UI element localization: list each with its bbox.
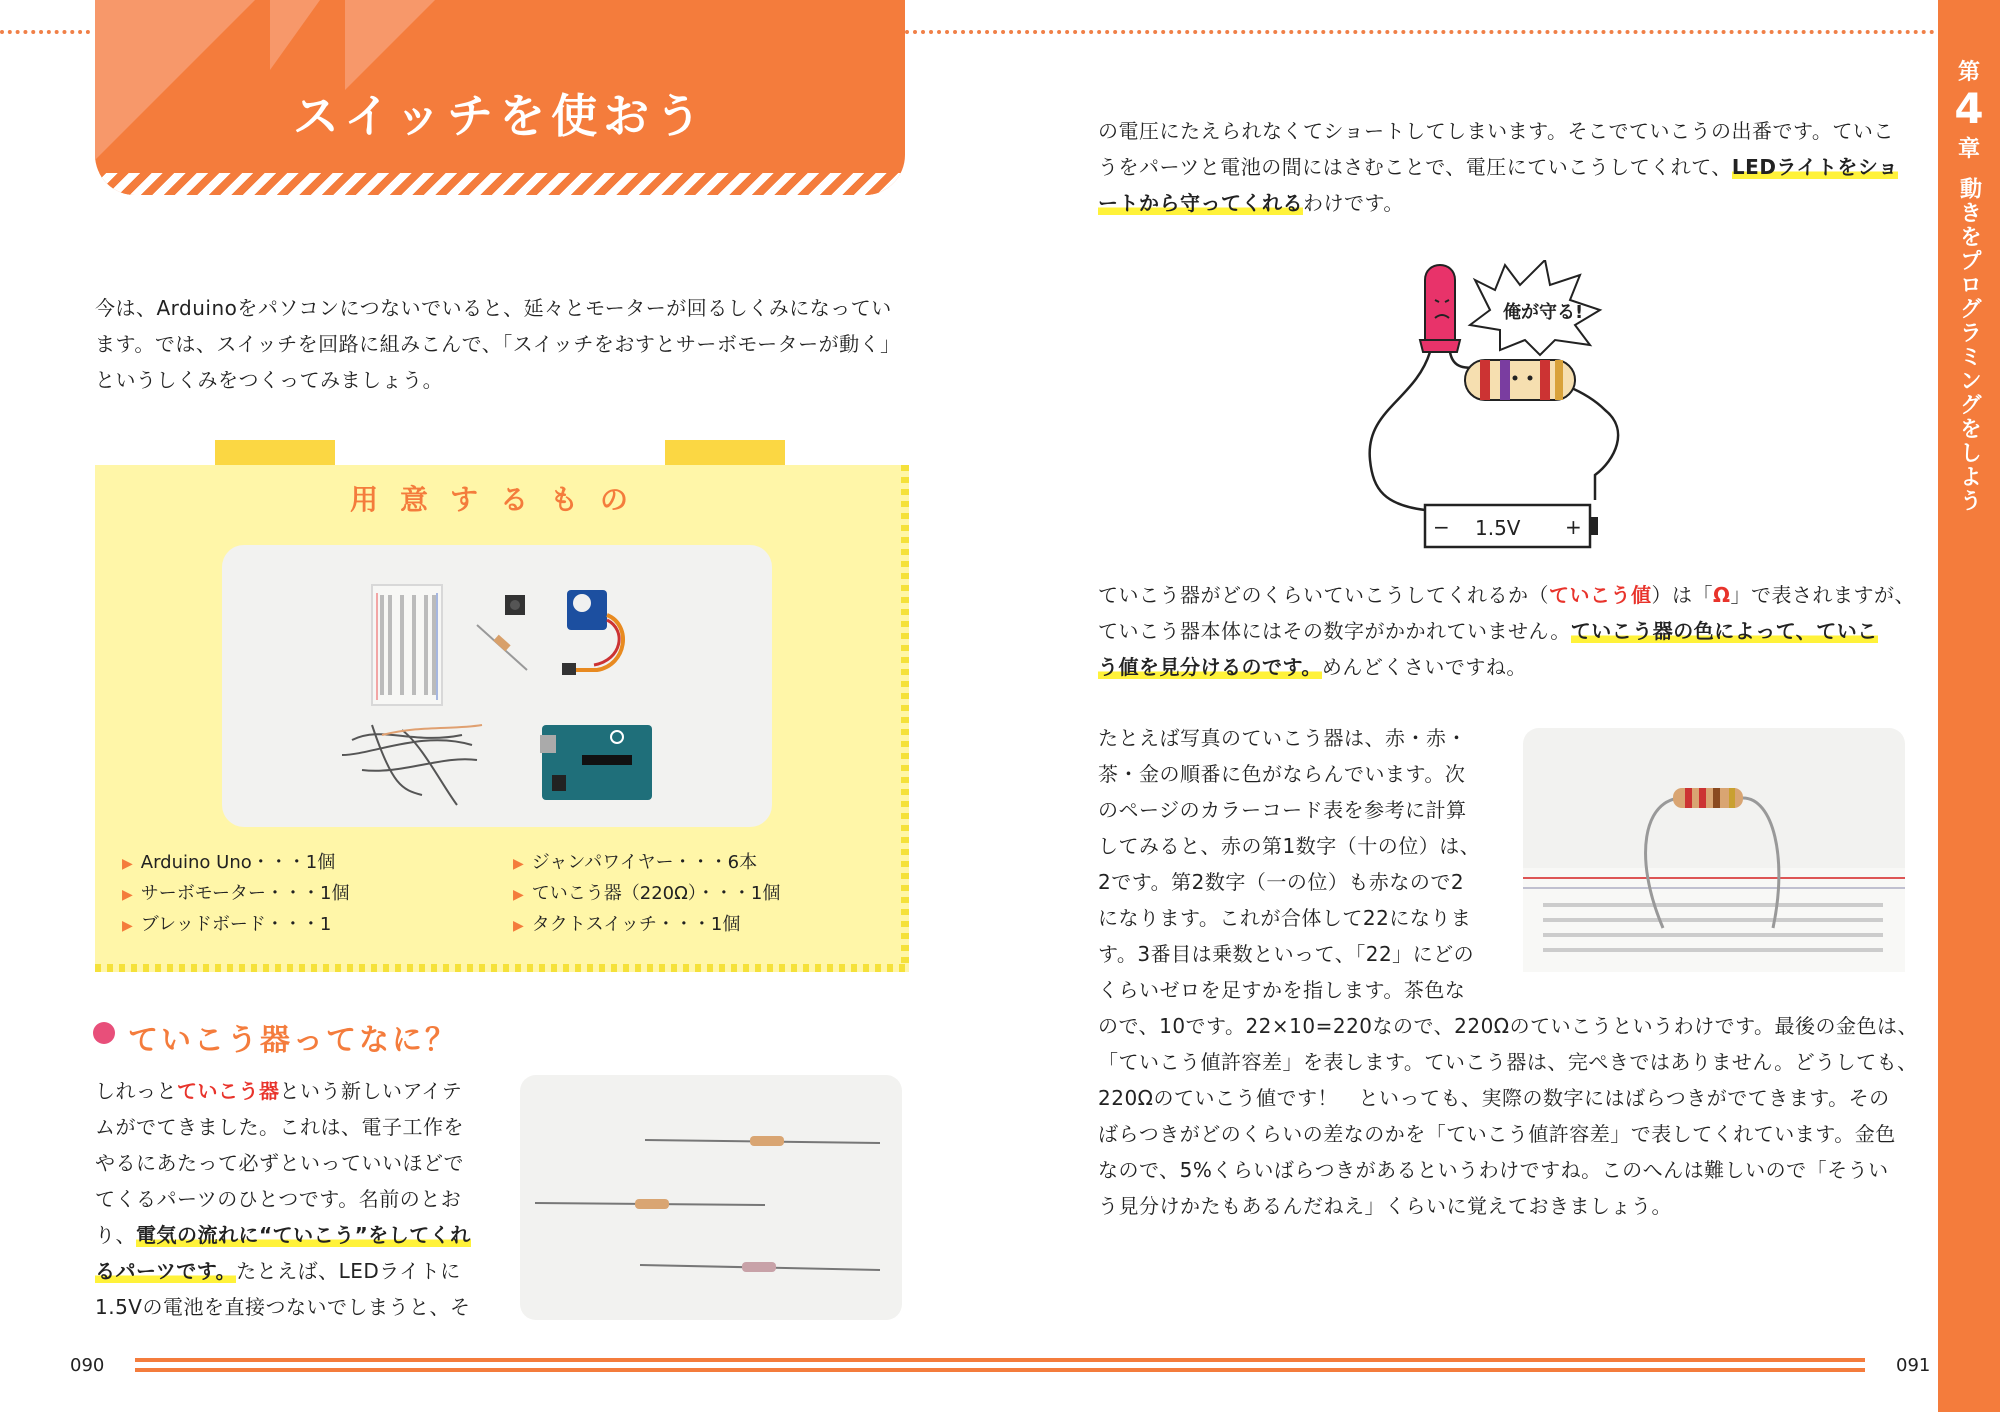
- page-title: スイッチを使おう: [292, 89, 708, 143]
- materials-box-bottom: [95, 964, 909, 972]
- intro-line: ます。では、スイッチを回路に組みこんで、「スイッチをおすとサーボモーターが動く」: [95, 332, 901, 356]
- materials-title: 用意するもの: [349, 483, 650, 516]
- title-banner: [95, 0, 905, 195]
- materials-box-edge: [901, 465, 909, 970]
- intro-line: 今は、Arduinoをパソコンにつないでいると、延々とモーターが回るしくみになってい: [95, 296, 892, 320]
- chapter-suffix: 章: [1957, 137, 1980, 162]
- right-bottom-full: ので、10です。22×10=220なので、220Ωのていこうというわけです。最後の金色は、 「ていこう値許容差」を表します。ていこう器は、完ぺきではありません。どうしても、 220Ωのていこう値です！ といっても、実際の数字にはばらつきがでてきます。その ばらつきがどのくらいの差なのかを「ていこう値許容差」で表してくれています。金色 なので、5%くらいばらつきがあるというわけですね。このへんは難しいので「そうい う見分けかたもあるんだねえ」くらいに覚えておきましょう。: [1098, 1014, 1918, 1218]
- page-number-left: 090: [70, 1355, 105, 1376]
- list-item: ▶ サーボモーター・・・1個: [122, 883, 350, 904]
- materials-photo: [222, 545, 772, 827]
- chapter-title: 動きをプログラミングをしよう: [1956, 177, 1982, 513]
- materials-list-left: [122, 848, 502, 941]
- chapter-band: [1938, 0, 2000, 1412]
- right-top-paragraph: の電圧にたえられなくてショートしてしまいます。そこでていこうの出番です。ていこ うをパーツと電池の間にはさむことで、電圧にていこうしてくれて、LEDライトをショ ートから守ってくれるわけです。: [1098, 119, 1899, 215]
- list-item: ▶ ていこう器（220Ω）・・・1個: [513, 883, 781, 904]
- section-bullet-icon: [93, 1022, 115, 1044]
- footer-rule: [135, 1368, 1865, 1372]
- resistor-breadboard-photo: [1523, 728, 1905, 972]
- intro-line: というしくみをつくってみましょう。: [95, 368, 444, 392]
- list-item: ▶ タクトスイッチ・・・1個: [513, 914, 741, 935]
- list-item: ▶ ブレッドボード・・・1: [122, 914, 332, 935]
- header-dots-left: [0, 30, 90, 34]
- triangle-bullet-icon: ▶: [513, 918, 524, 934]
- intro-paragraph: [95, 290, 915, 398]
- title-stripe: [95, 173, 905, 195]
- header-dots-right: [905, 30, 1935, 34]
- section-title: ていこう器ってなに？: [128, 1023, 458, 1058]
- materials-list-right: [513, 848, 893, 941]
- triangle-bullet-icon: ▶: [122, 918, 133, 934]
- resistors-photo: [520, 1075, 902, 1320]
- speech-text: 俺が守る!: [1503, 302, 1584, 323]
- section-paragraph: しれっとていこう器という新しいアイテ ムがでてきました。これは、電子工作を やるにあたって必ずといっていいほどで てくるパーツのひとつです。名前のとお り、電気の流れに“ていこう”をしてくれ るパーツです。たとえば、LEDライトに 1.5Vの電池を直接つないでしまうと、そ: [95, 1079, 471, 1319]
- list-item: ▶ Arduino Uno・・・1個: [122, 852, 336, 873]
- right-bottom-wrap: たとえば写真のていこう器は、赤・赤・ 茶・金の順番に色がならんでいます。次 のページのカラーコード表を参考に計算 してみると、赤の第1数字（十の位）は、 2です。第2数字（一の位）も赤なので2 になります。これが合体して22になりま す。3番目は乗数といって、「22」にどの くらいゼロを足すかを指します。茶色な: [1098, 726, 1481, 1002]
- svg-text:+: +: [1565, 515, 1582, 539]
- list-item: ▶ ジャンパワイヤー・・・6本: [513, 852, 758, 873]
- triangle-bullet-icon: ▶: [513, 887, 524, 903]
- triangle-bullet-icon: ▶: [513, 856, 524, 872]
- right-mid-paragraph: ていこう器がどのくらいていこうしてくれるか（ていこう値）は「Ω」で表されますが、 ていこう器本体にはその数字がかかれていません。ていこう器の色によって、ていこ う値を見分けるのです。めんどくさいですね。: [1098, 583, 1916, 679]
- chapter-number: 4: [1954, 84, 1984, 133]
- resistor-illustration: [1355, 260, 1655, 550]
- triangle-bullet-icon: ▶: [122, 887, 133, 903]
- page-number-right: 091: [1896, 1355, 1931, 1376]
- chapter-prefix: 第: [1957, 60, 1980, 85]
- battery-label: 1.5V: [1475, 516, 1521, 540]
- svg-text:−: −: [1433, 515, 1450, 539]
- footer-rule: [135, 1358, 1865, 1362]
- triangle-bullet-icon: ▶: [122, 856, 133, 872]
